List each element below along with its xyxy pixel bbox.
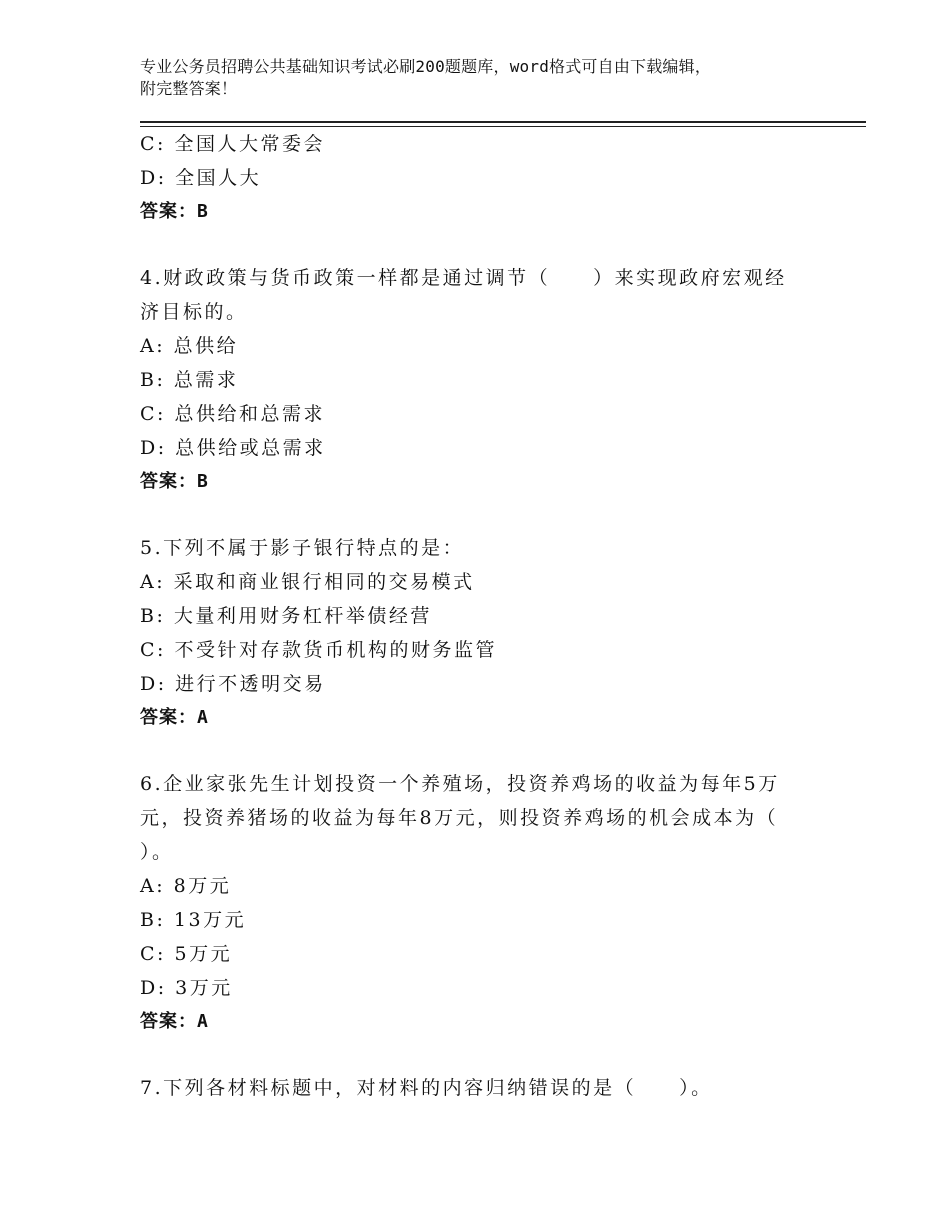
q6-option-c: C: 5万元 bbox=[140, 943, 233, 965]
q4-answer: 答案：B bbox=[140, 471, 209, 492]
q5-option-a: A: 采取和商业银行相同的交易模式 bbox=[140, 571, 475, 593]
q5-option-d: D: 进行不透明交易 bbox=[140, 673, 326, 695]
spacer bbox=[140, 735, 820, 767]
q4-option-c: C: 总供给和总需求 bbox=[140, 403, 325, 425]
q5-option-c: C: 不受针对存款货币机构的财务监管 bbox=[140, 639, 497, 661]
q6-answer: 答案：A bbox=[140, 1011, 209, 1032]
q3-option-c: C: 全国人大常委会 bbox=[140, 133, 325, 155]
page-header bbox=[140, 56, 820, 100]
q4-stem-line-2: 济目标的。 bbox=[140, 301, 248, 323]
q6-stem-line-3: ）。 bbox=[140, 841, 174, 863]
question-3-block bbox=[140, 127, 820, 229]
q6-stem-line-1: 6.企业家张先生计划投资一个养殖场，投资养鸡场的收益为每年5万 bbox=[140, 773, 780, 795]
q7-stem-line-1: 7.下列各材料标题中，对材料的内容归纳错误的是（ ）。 bbox=[140, 1077, 713, 1099]
q3-answer: 答案：B bbox=[140, 201, 209, 222]
q6-option-b: B: 13万元 bbox=[140, 909, 247, 931]
question-5-block bbox=[140, 531, 820, 735]
header-line-2: 附完整答案！ bbox=[140, 79, 238, 98]
spacer bbox=[140, 499, 820, 531]
q4-option-b: B: 总需求 bbox=[140, 369, 239, 391]
question-4-block bbox=[140, 261, 820, 499]
q5-answer: 答案：A bbox=[140, 707, 209, 728]
q6-stem-line-2: 元，投资养猪场的收益为每年8万元，则投资养鸡场的机会成本为（ bbox=[140, 807, 779, 829]
header-rule-thick bbox=[140, 121, 866, 123]
spacer bbox=[140, 1039, 820, 1071]
q5-stem-line-1: 5.下列不属于影子银行特点的是： bbox=[140, 537, 465, 559]
question-6-block bbox=[140, 767, 820, 1039]
spacer bbox=[140, 229, 820, 261]
q6-option-d: D: 3万元 bbox=[140, 977, 233, 999]
question-content bbox=[140, 127, 820, 1105]
q6-option-a: A: 8万元 bbox=[140, 875, 232, 897]
q5-option-b: B: 大量利用财务杠杆举债经营 bbox=[140, 605, 432, 627]
q4-option-d: D: 总供给或总需求 bbox=[140, 437, 326, 459]
q4-option-a: A: 总供给 bbox=[140, 335, 239, 357]
header-line-1: 专业公务员招聘公共基础知识考试必刷200题题库，word格式可自由下载编辑， bbox=[140, 57, 712, 76]
q3-option-d: D: 全国人大 bbox=[140, 167, 262, 189]
q4-stem-line-1: 4.财政政策与货币政策一样都是通过调节（ ）来实现政府宏观经 bbox=[140, 267, 787, 289]
question-7-block bbox=[140, 1071, 820, 1105]
